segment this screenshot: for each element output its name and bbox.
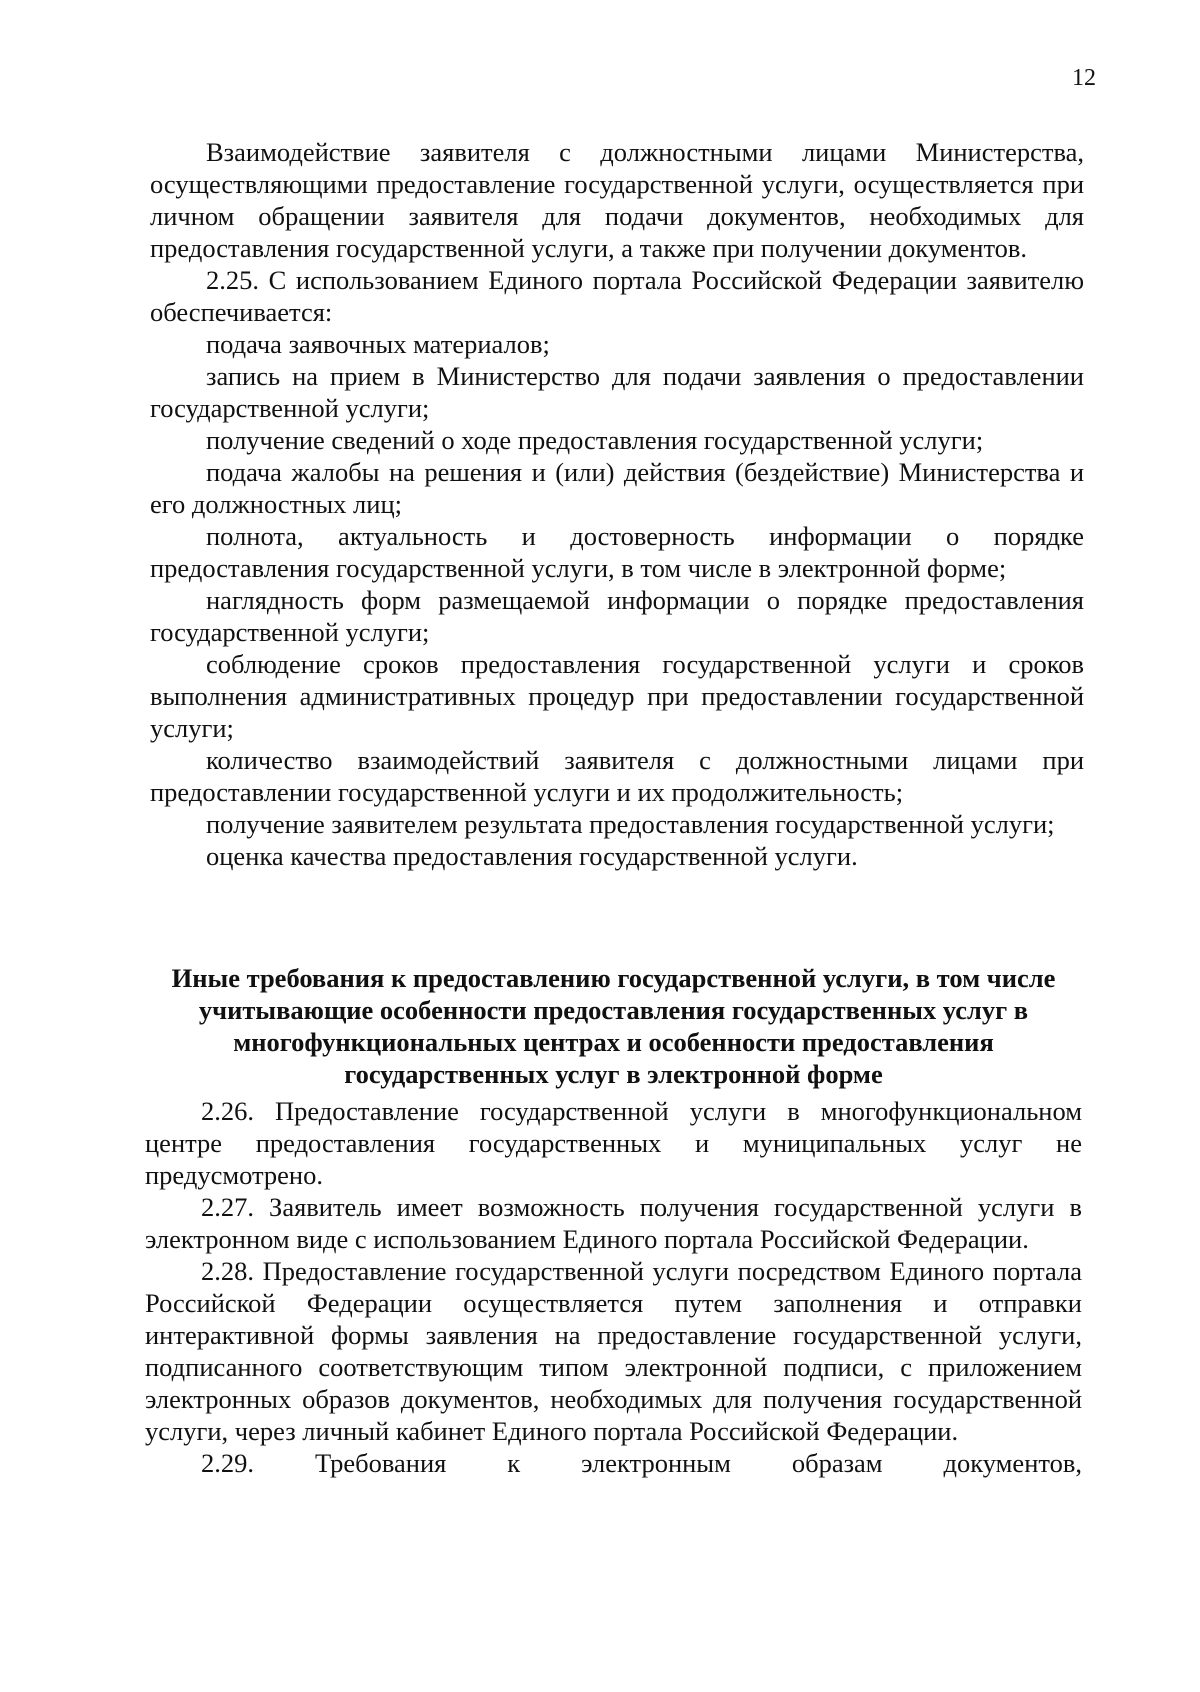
body-section-a — [150, 136, 1084, 872]
list-item-information-quality: полнота, актуальность и достоверность информации о порядке предоставления государственной услуги, в том числе в электронной форме; — [150, 521, 1084, 583]
list-item-interactions-count: количество взаимодействий заявителя с должностными лицами при предоставлении государственной услуги и их продолжительность; — [150, 745, 1084, 807]
list-item-quality-assessment: оценка качества предоставления государственной услуги. — [206, 841, 858, 871]
list-item-clarity: наглядность форм размещаемой информации о порядке предоставления государственной услуги; — [150, 585, 1084, 647]
list-item-application-materials: подача заявочных материалов; — [206, 329, 550, 359]
section-heading: Иные требования к предоставлению государственной услуги, в том числе учитывающие особенности предоставления государственных услуг в многофункциональных центрах и особенности предоставления государственных услуг в электронной форме — [171, 963, 1056, 1089]
page-number: 12 — [1072, 65, 1096, 91]
list-item-result: получение заявителем результата предоставления государственной услуги; — [206, 809, 1055, 839]
paragraph-2-25: 2.25. С использованием Единого портала Российской Федерации заявителю обеспечивается: — [150, 265, 1084, 327]
paragraph-interaction: Взаимодействие заявителя с должностными лицами Министерства, осуществляющими предоставление государственной услуги, осуществляется при личном обращении заявителя для подачи документов, необходимых для предоставления государственной услуги, а также при получении документов. — [150, 137, 1084, 263]
body-section-b — [145, 1095, 1082, 1479]
list-item-appointment: запись на прием в Министерство для подачи заявления о предоставлении государственной услуги; — [150, 361, 1084, 423]
paragraph-2-26: 2.26. Предоставление государственной услуги в многофункциональном центре предоставления государственных и муниципальных услуг не предусмотрено. — [145, 1096, 1082, 1190]
list-item-progress-info: получение сведений о ходе предоставления государственной услуги; — [206, 425, 984, 455]
paragraph-2-28: 2.28. Предоставление государственной услуги посредством Единого портала Российской Федерации осуществляется путем заполнения и отправки интерактивной формы заявления на предоставление государственной услуги, подписанного соответствующим типом электронной подписи, с приложением электронных образов документов, необходимых для получения государственной услуги, через личный кабинет Единого портала Российской Федерации. — [145, 1256, 1082, 1446]
paragraph-2-27: 2.27. Заявитель имеет возможность получения государственной услуги в электронном виде с использованием Единого портала Российской Федерации. — [145, 1192, 1082, 1254]
list-item-complaint: подача жалобы на решения и (или) действия (бездействие) Министерства и его должностных лиц; — [150, 457, 1084, 519]
paragraph-2-29: 2.29. Требования к электронным образам документов, — [201, 1448, 1082, 1478]
list-item-deadlines: соблюдение сроков предоставления государственной услуги и сроков выполнения административных процедур при предоставлении государственной услуги; — [150, 649, 1084, 743]
